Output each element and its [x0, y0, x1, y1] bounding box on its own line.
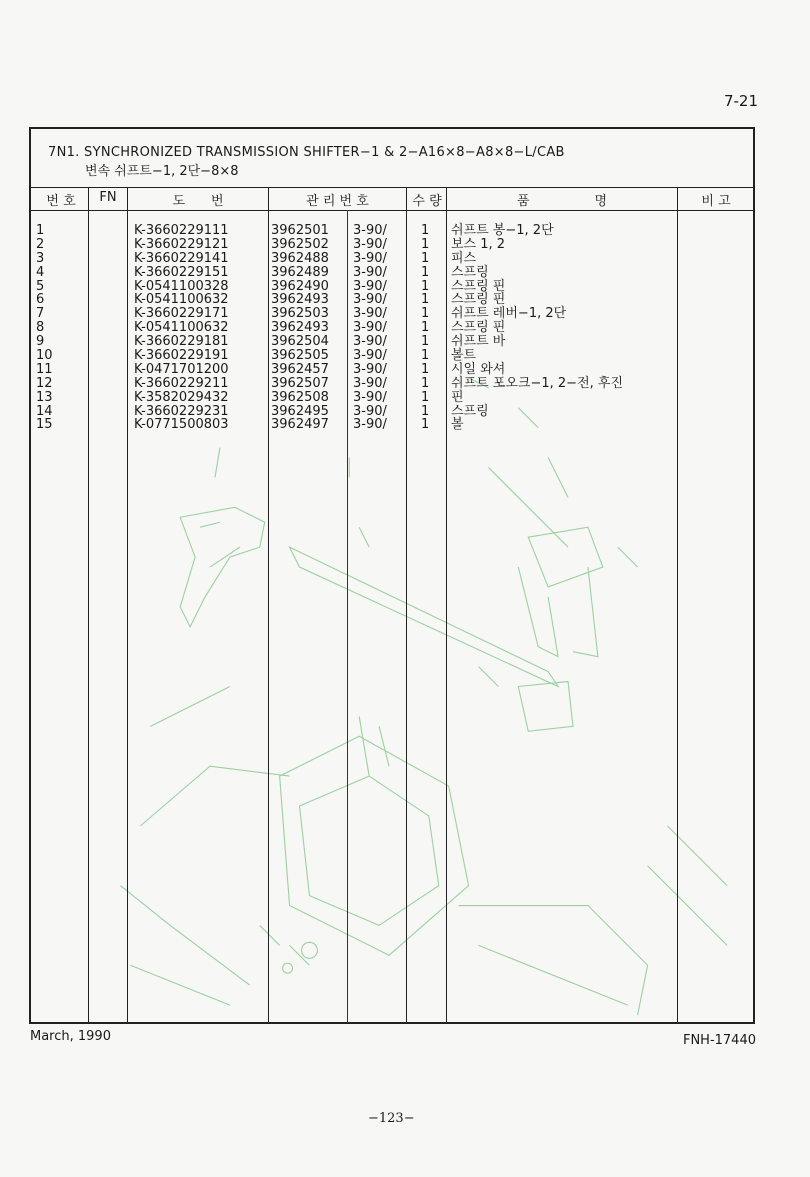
table-row [31, 307, 753, 321]
row-mgmt-suffix: 3-90/ [353, 236, 387, 252]
row-qty: 1 [421, 348, 430, 364]
row-no: 2 [36, 236, 45, 252]
row-mgmt-suffix: 3-90/ [353, 264, 387, 280]
row-no: 1 [36, 223, 45, 238]
row-qty: 1 [421, 250, 430, 266]
row-drawing-no: K-3660229151 [134, 264, 229, 280]
table-row [31, 418, 753, 432]
row-part-name: 스프링 핀 [451, 320, 506, 336]
row-mgmt-suffix: 3-90/ [353, 250, 387, 266]
row-mgmt-no: 3962502 [271, 236, 329, 252]
header-fn: FN [99, 190, 117, 205]
title-english: 7N1. SYNCHRONIZED TRANSMISSION SHIFTER−1 & 2−A16×8−A8×8−L/CAB [48, 145, 565, 160]
row-qty: 1 [421, 403, 430, 419]
row-drawing-no: K-0541100632 [134, 292, 229, 308]
row-mgmt-no: 3962505 [271, 348, 329, 364]
row-mgmt-no: 3962457 [271, 361, 329, 377]
table-row [31, 266, 753, 280]
row-no: 4 [36, 264, 45, 280]
row-mgmt-no: 3962495 [271, 403, 329, 419]
row-part-name: 핀 [451, 389, 464, 405]
row-part-name: 스프링 핀 [451, 292, 506, 308]
row-mgmt-suffix: 3-90/ [353, 375, 387, 391]
row-drawing-no: K-0471701200 [134, 361, 229, 377]
header-name: 품 명 [516, 194, 608, 209]
table-header [31, 187, 753, 211]
row-mgmt-no: 3962488 [271, 250, 329, 266]
row-qty: 1 [421, 320, 430, 336]
row-qty: 1 [421, 306, 430, 322]
row-drawing-no: K-3660229111 [134, 223, 229, 238]
row-drawing-no: K-0541100328 [134, 278, 229, 294]
row-part-name: 쉬프트 레버−1, 2단 [451, 306, 567, 322]
table-row [31, 224, 753, 238]
table-row [31, 377, 753, 391]
row-mgmt-no: 3962508 [271, 389, 329, 405]
footer-doc-number: FNH-17440 [682, 1033, 756, 1048]
row-qty: 1 [421, 417, 430, 433]
row-mgmt-no: 3962504 [271, 334, 329, 350]
row-mgmt-suffix: 3-90/ [353, 306, 387, 322]
row-mgmt-suffix: 3-90/ [353, 320, 387, 336]
row-mgmt-suffix: 3-90/ [353, 417, 387, 433]
row-no: 9 [36, 334, 45, 350]
header-mgmt-no: 관 리 번 호 [306, 194, 369, 209]
parts-table-frame [29, 127, 755, 1024]
row-no: 6 [36, 292, 45, 308]
row-no: 10 [36, 348, 53, 364]
footer-page-number: −123− [368, 1111, 415, 1126]
title-korean: 변속 쉬프트−1, 2단−8×8 [85, 164, 239, 179]
row-part-name: 시일 와셔 [451, 361, 506, 377]
row-qty: 1 [421, 278, 430, 294]
table-row [31, 321, 753, 335]
row-qty: 1 [421, 236, 430, 252]
row-mgmt-suffix: 3-90/ [353, 403, 387, 419]
header-qty: 수 량 [412, 194, 442, 209]
row-no: 14 [36, 403, 53, 419]
row-no: 3 [36, 250, 45, 266]
table-row [31, 335, 753, 349]
row-qty: 1 [421, 223, 430, 238]
row-qty: 1 [421, 361, 430, 377]
row-part-name: 볼트 [451, 348, 477, 364]
row-drawing-no: K-0771500803 [134, 417, 229, 433]
row-no: 11 [36, 361, 53, 377]
table-row [31, 391, 753, 405]
row-drawing-no: K-3660229191 [134, 348, 229, 364]
row-mgmt-no: 3962497 [271, 417, 329, 433]
row-mgmt-suffix: 3-90/ [353, 389, 387, 405]
header-drawing-no: 도 번 [172, 194, 224, 209]
row-part-name: 쉬프트 봉−1, 2단 [451, 223, 554, 238]
row-part-name: 스프링 핀 [451, 278, 506, 294]
table-row [31, 349, 753, 363]
header-no: 번 호 [46, 194, 76, 209]
row-qty: 1 [421, 334, 430, 350]
row-mgmt-no: 3962507 [271, 375, 329, 391]
table-row [31, 252, 753, 266]
row-no: 7 [36, 306, 45, 322]
row-no: 13 [36, 389, 53, 405]
footer-date: March, 1990 [30, 1029, 111, 1044]
header-remarks: 비 고 [701, 194, 731, 209]
row-part-name: 보스 1, 2 [451, 236, 506, 252]
row-no: 15 [36, 417, 53, 433]
row-mgmt-no: 3962503 [271, 306, 329, 322]
row-mgmt-no: 3962489 [271, 264, 329, 280]
row-mgmt-no: 3962493 [271, 320, 329, 336]
page-label: 7-21 [723, 92, 758, 110]
row-drawing-no: K-0541100632 [134, 320, 229, 336]
row-mgmt-suffix: 3-90/ [353, 223, 387, 238]
row-drawing-no: K-3660229211 [134, 375, 229, 391]
row-drawing-no: K-3660229181 [134, 334, 229, 350]
row-mgmt-suffix: 3-90/ [353, 334, 387, 350]
row-qty: 1 [421, 264, 430, 280]
row-no: 8 [36, 320, 45, 336]
table-row [31, 280, 753, 294]
row-drawing-no: K-3660229231 [134, 403, 229, 419]
table-row [31, 405, 753, 419]
row-drawing-no: K-3660229141 [134, 250, 229, 266]
row-mgmt-no: 3962501 [271, 223, 329, 238]
row-part-name: 스프링 [451, 403, 489, 419]
row-drawing-no: K-3660229171 [134, 306, 229, 322]
row-drawing-no: K-3582029432 [134, 389, 229, 405]
row-mgmt-suffix: 3-90/ [353, 361, 387, 377]
row-qty: 1 [421, 375, 430, 391]
row-part-name: 볼 [451, 417, 464, 433]
title-area [31, 129, 753, 188]
table-row [31, 293, 753, 307]
row-no: 5 [36, 278, 45, 294]
row-mgmt-no: 3962493 [271, 292, 329, 308]
row-no: 12 [36, 375, 53, 391]
row-part-name: 스프링 [451, 264, 489, 280]
row-mgmt-suffix: 3-90/ [353, 292, 387, 308]
row-qty: 1 [421, 292, 430, 308]
row-part-name: 쉬프트 바 [451, 334, 506, 350]
row-part-name: 쉬프트 포오크−1, 2−전, 후진 [451, 375, 624, 391]
row-drawing-no: K-3660229121 [134, 236, 229, 252]
parts-list [31, 224, 753, 432]
row-mgmt-no: 3962490 [271, 278, 329, 294]
table-row [31, 238, 753, 252]
row-part-name: 피스 [451, 250, 477, 266]
row-qty: 1 [421, 389, 430, 405]
table-row [31, 363, 753, 377]
row-mgmt-suffix: 3-90/ [353, 348, 387, 364]
row-mgmt-suffix: 3-90/ [353, 278, 387, 294]
